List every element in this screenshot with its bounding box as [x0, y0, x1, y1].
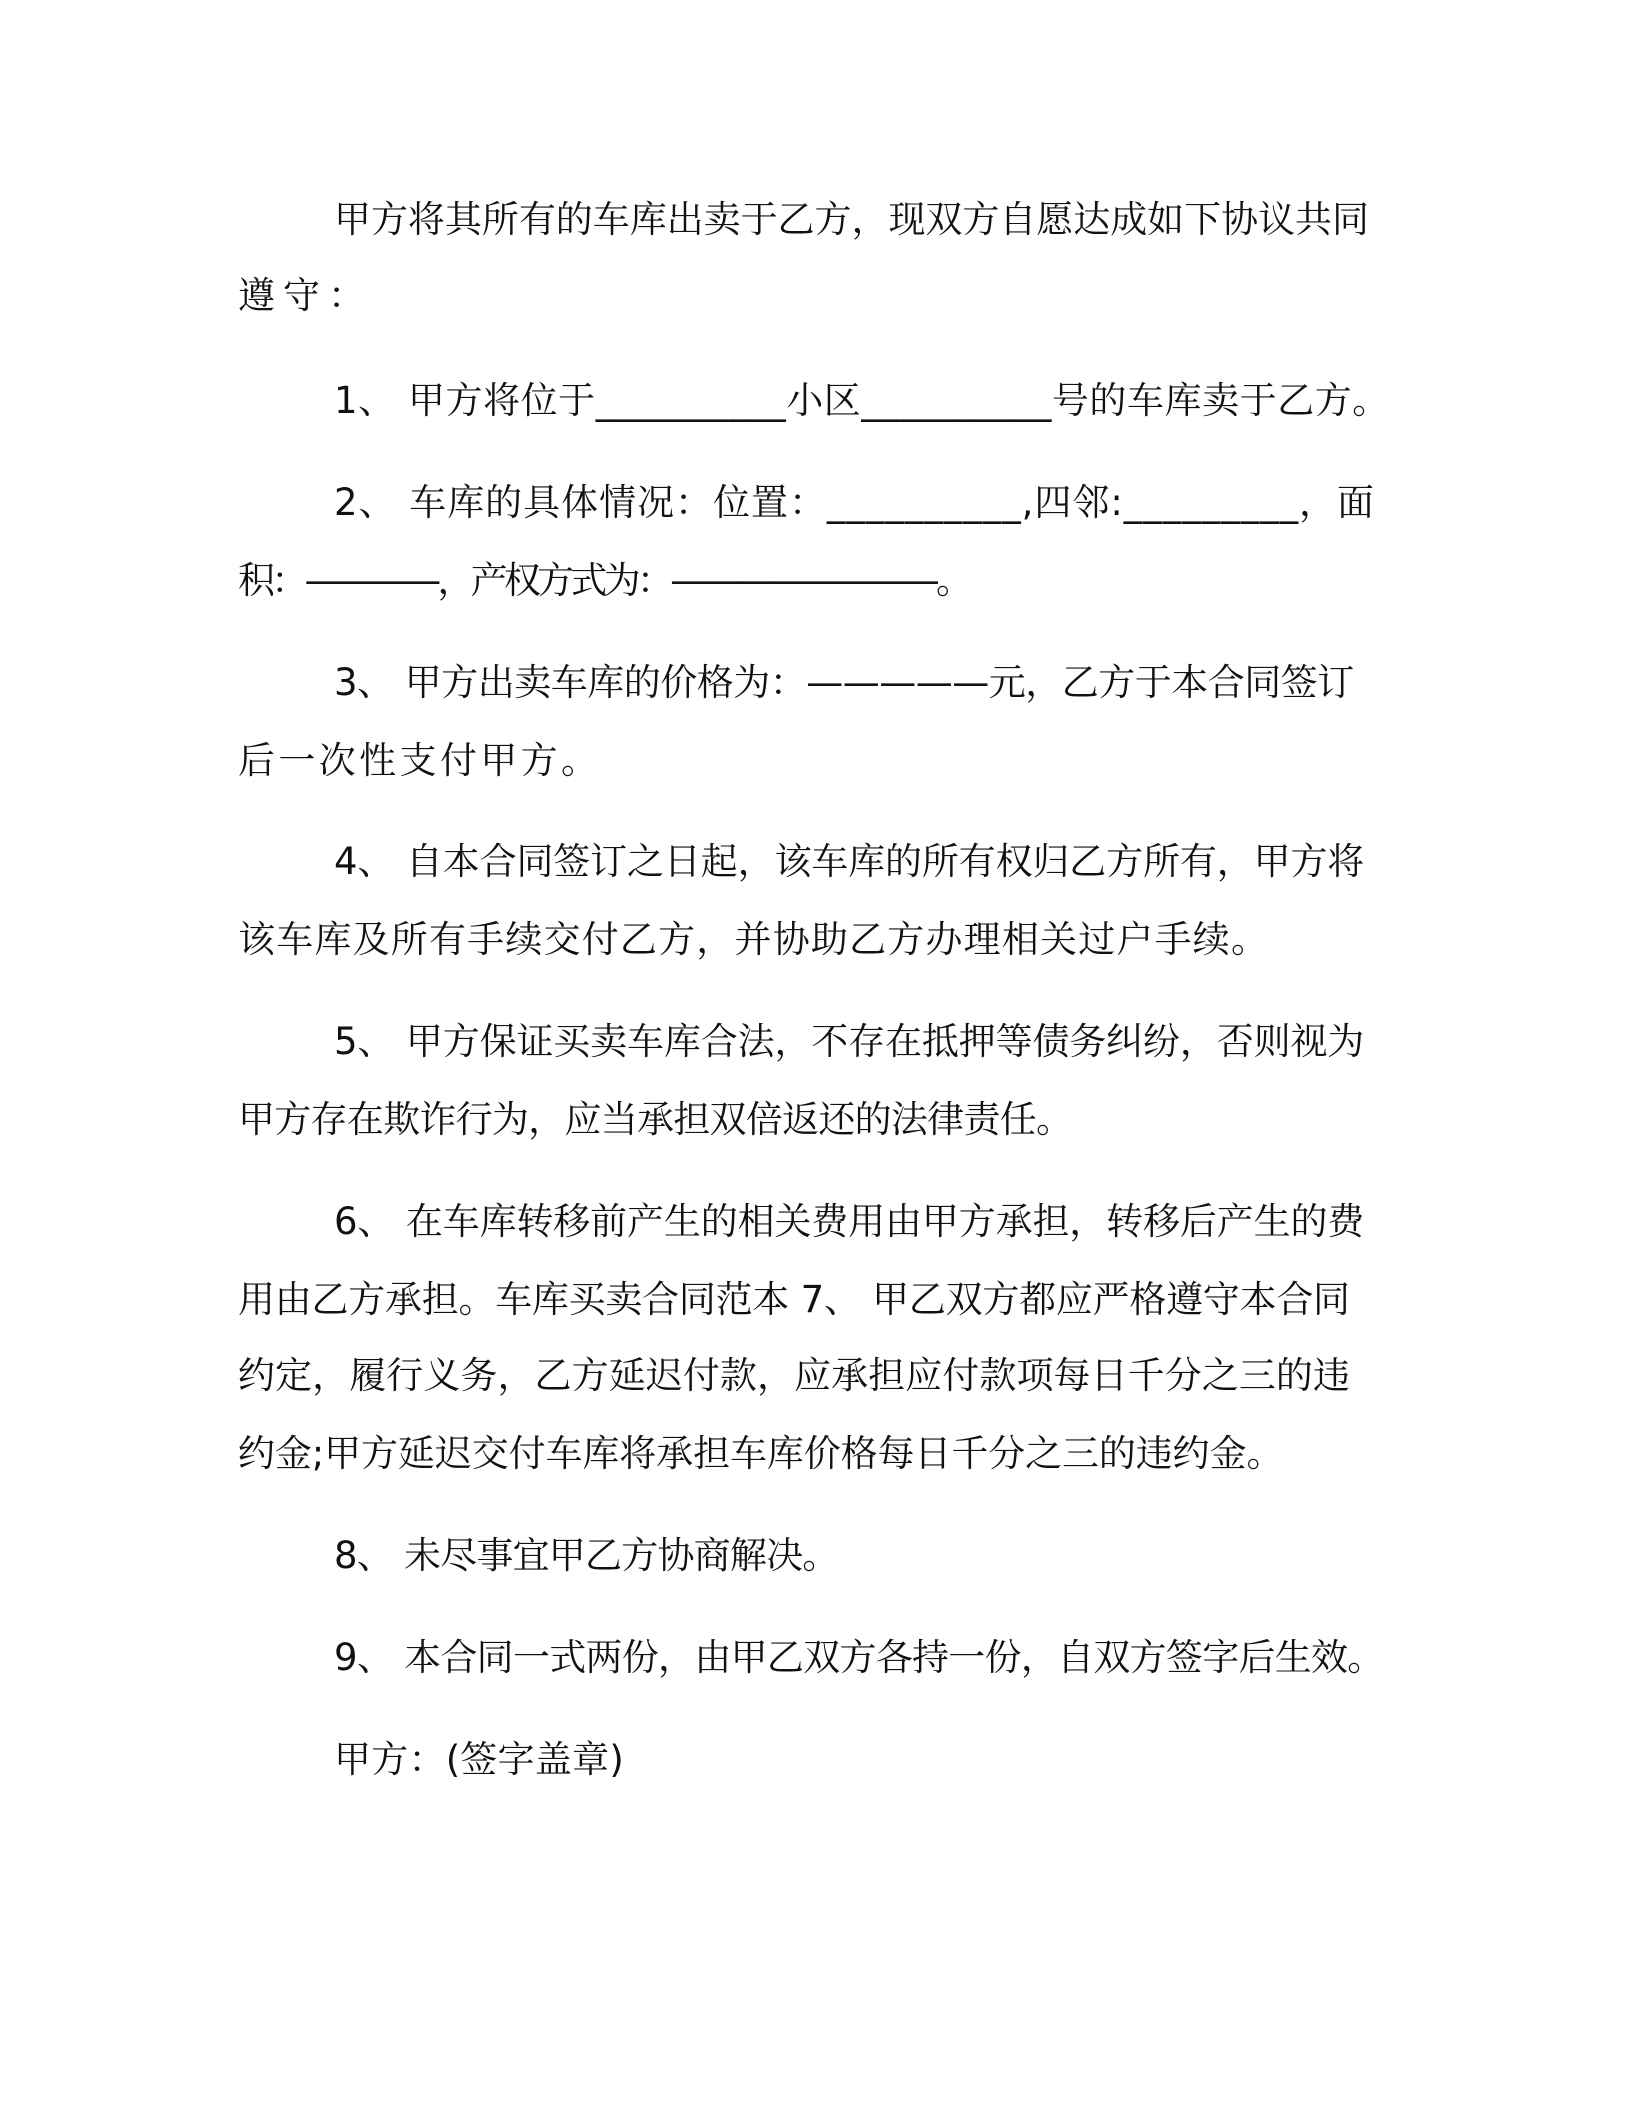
- clause-2-line-1: 2、 车库的具体情况：位置：__________,四邻:_________，面: [334, 481, 1376, 524]
- clause-7-line-2: 约定，履行义务，乙方延迟付款，应承担应付款项每日千分之三的违: [238, 1354, 1351, 1397]
- party-a-signature-line: 甲方：(签字盖章): [334, 1738, 625, 1781]
- intro-line-1: 甲方将其所有的车库出卖于乙方，现双方自愿达成如下协议共同: [334, 198, 1369, 241]
- clause-7-line-3: 约金;甲方延迟交付车库将承担车库价格每日千分之三的违约金。: [238, 1432, 1284, 1475]
- clause-5-line-2: 甲方存在欺诈行为，应当承担双倍返还的法律责任。: [238, 1098, 1073, 1141]
- clause-6-line-1: 6、 在车库转移前产生的相关费用由甲方承担，转移后产生的费: [334, 1200, 1365, 1243]
- clause-4-line-1: 4、 自本合同签订之日起，该车库的所有权归乙方所有，甲方将: [334, 840, 1365, 883]
- clause-4-line-2: 该车库及所有手续交付乙方，并协助乙方办理相关过户手续。: [238, 918, 1270, 961]
- intro-line-2: 遵守：: [238, 274, 373, 317]
- clause-3-line-1: 3、 甲方出卖车库的价格为：—————元，乙方于本合同签订: [334, 661, 1354, 704]
- clause-6-line-2: 用由乙方承担。车库买卖合同范本 7、 甲乙双方都应严格遵守本合同: [238, 1278, 1350, 1321]
- clause-1-line-1: 1、 甲方将位于__________小区__________号的车库卖于乙方。: [334, 379, 1390, 422]
- clause-3-line-2: 后一次性支付甲方。: [238, 739, 602, 782]
- clause-8-line-1: 8、 未尽事宜甲乙方协商解决。: [334, 1534, 839, 1577]
- clause-5-line-1: 5、 甲方保证买卖车库合法，不存在抵押等债务纠纷，否则视为: [334, 1020, 1365, 1063]
- clause-9-line-1: 9、 本合同一式两份，由甲乙双方各持一份，自双方签字后生效。: [334, 1636, 1384, 1679]
- clause-2-line-2: 积：————，产权方式为：————————。: [238, 559, 970, 602]
